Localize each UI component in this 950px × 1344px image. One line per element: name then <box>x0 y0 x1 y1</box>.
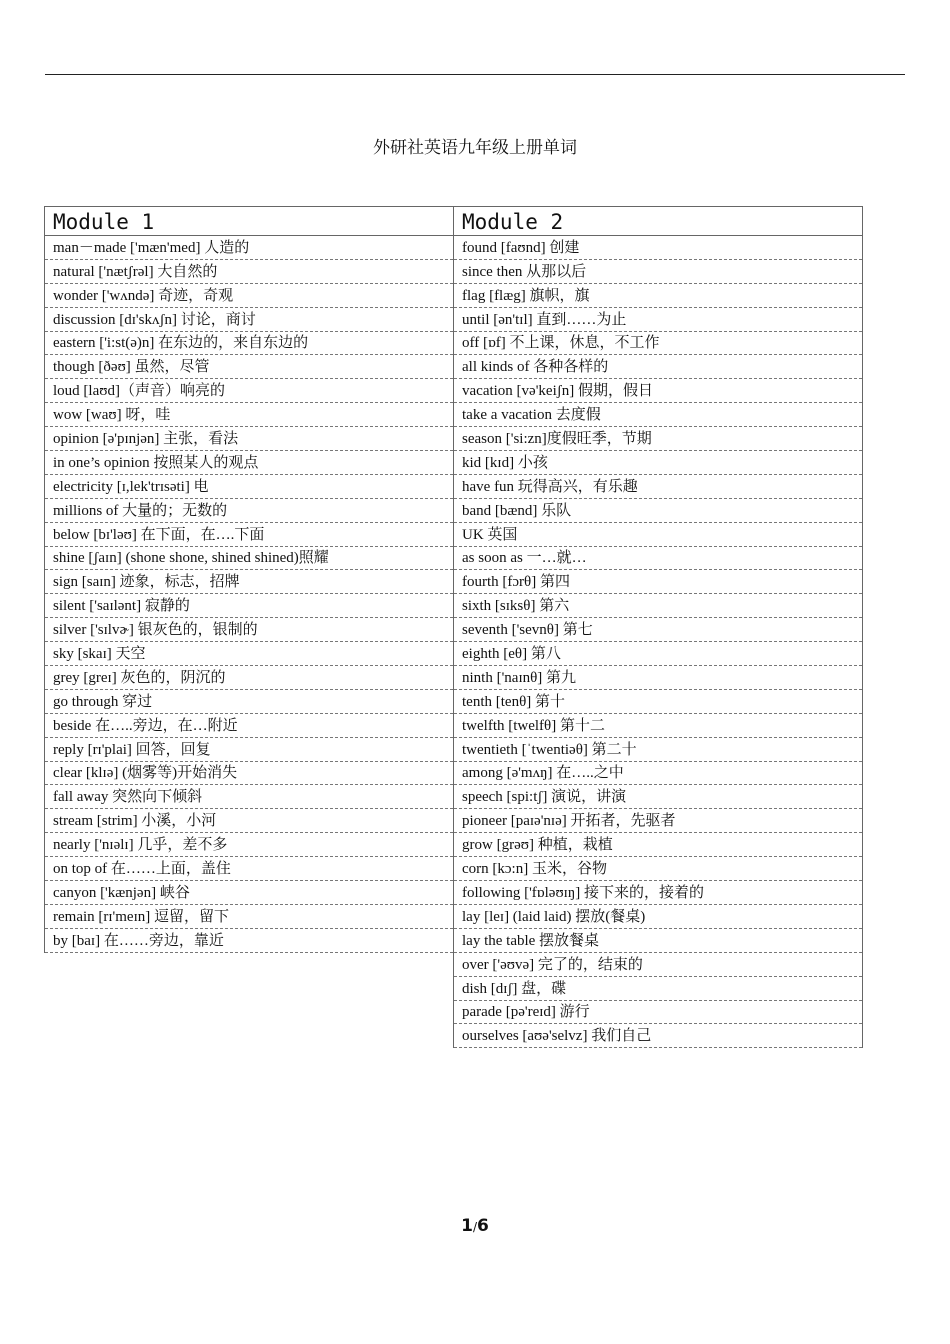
table-row <box>45 427 863 451</box>
empty-cell <box>45 1024 454 1048</box>
table-row <box>45 857 863 881</box>
table-row <box>45 713 863 737</box>
vocab-entry: by [baɪ] 在……旁边，靠近 <box>45 928 454 952</box>
vocab-entry: grey [greɪ] 灰色的，阴沉的 <box>45 666 454 690</box>
vocab-entry: UK 英国 <box>454 522 863 546</box>
table-row <box>45 451 863 475</box>
header-rule <box>45 74 905 75</box>
vocab-entry: until [ən'tɪl] 直到……为止 <box>454 307 863 331</box>
table-row <box>45 403 863 427</box>
vocab-entry: remain [rɪ'meɪn] 逗留，留下 <box>45 904 454 928</box>
module-heading: Module 2 <box>454 207 863 236</box>
table-row <box>45 689 863 713</box>
empty-cell <box>45 1000 454 1024</box>
current-page: 1 <box>461 1216 473 1236</box>
vocab-entry: loud [laʊd]（声音）响亮的 <box>45 379 454 403</box>
vocab-entry: as soon as 一…就… <box>454 546 863 570</box>
table-row <box>45 976 863 1000</box>
vocabulary-table <box>44 206 863 1048</box>
vocab-entry: nearly ['nɪəlɪ] 几乎，差不多 <box>45 833 454 857</box>
vocab-entry: seventh ['sevnθ] 第七 <box>454 618 863 642</box>
table-row <box>45 236 863 260</box>
vocab-entry: among [ə'mʌŋ] 在…..之中 <box>454 761 863 785</box>
vocab-entry: season ['si:zn]度假旺季，节期 <box>454 427 863 451</box>
table-row <box>45 666 863 690</box>
vocab-entry: pioneer [paɪə'nɪə] 开拓者，先驱者 <box>454 809 863 833</box>
table-row <box>45 283 863 307</box>
vocab-entry: discussion [dɪ'skʌʃn] 讨论，商讨 <box>45 307 454 331</box>
table-row <box>45 1000 863 1024</box>
table-row <box>45 761 863 785</box>
module-heading: Module 1 <box>45 207 454 236</box>
vocab-entry: wonder ['wʌndə] 奇迹，奇观 <box>45 283 454 307</box>
table-row <box>45 379 863 403</box>
vocab-entry: go through 穿过 <box>45 689 454 713</box>
vocab-entry: reply [rɪ'plai] 回答，回复 <box>45 737 454 761</box>
vocab-entry: corn [kɔ:n] 玉米，谷物 <box>454 857 863 881</box>
table-row <box>45 498 863 522</box>
vocab-entry: take a vacation 去度假 <box>454 403 863 427</box>
vocab-entry: have fun 玩得高兴，有乐趣 <box>454 474 863 498</box>
vocab-entry: sky [skaɪ] 天空 <box>45 642 454 666</box>
vocab-entry: fall away 突然向下倾斜 <box>45 785 454 809</box>
table-row <box>45 642 863 666</box>
vocab-entry: all kinds of 各种各样的 <box>454 355 863 379</box>
vocab-entry: shine [ʃaɪn] (shone shone, shined shined)照耀 <box>45 546 454 570</box>
page-separator: / <box>472 1220 478 1234</box>
vocab-entry: electricity [ɪ,lek'trɪsəti] 电 <box>45 474 454 498</box>
table-row <box>45 928 863 952</box>
vocab-entry: since then 从那以后 <box>454 259 863 283</box>
vocab-entry: twelfth [twelfθ] 第十二 <box>454 713 863 737</box>
vocab-entry: silver ['sɪlvɚ] 银灰色的，银制的 <box>45 618 454 642</box>
vocab-entry: clear [klɪə] (烟雾等)开始消失 <box>45 761 454 785</box>
table-row <box>45 785 863 809</box>
vocab-entry: band [bænd] 乐队 <box>454 498 863 522</box>
vocab-entry: tenth [tenθ] 第十 <box>454 689 863 713</box>
vocab-entry: flag [flæg] 旗帜，旗 <box>454 283 863 307</box>
document-title: 外研社英语九年级上册单词 <box>373 138 577 158</box>
table-row <box>45 522 863 546</box>
table-row <box>45 355 863 379</box>
vocab-entry: millions of 大量的；无数的 <box>45 498 454 522</box>
vocab-entry: fourth [fɔrθ] 第四 <box>454 570 863 594</box>
table-row <box>45 546 863 570</box>
vocab-entry: off [ɒf] 不上课，休息，不工作 <box>454 331 863 355</box>
table-row <box>45 259 863 283</box>
vocab-entry: speech [spi:tʃ] 演说，讲演 <box>454 785 863 809</box>
table-row <box>45 904 863 928</box>
table-row <box>45 881 863 905</box>
table-row <box>45 594 863 618</box>
vocabulary-rows <box>45 236 863 1048</box>
vocab-entry: natural ['nætʃrəl] 大自然的 <box>45 259 454 283</box>
vocab-entry: silent ['saɪlənt] 寂静的 <box>45 594 454 618</box>
vocab-entry: over ['əʊvə] 完了的，结束的 <box>454 952 863 976</box>
vocab-entry: grow [grəʊ] 种植，栽植 <box>454 833 863 857</box>
vocab-entry: opinion [ə'pɪnjən] 主张，看法 <box>45 427 454 451</box>
vocab-entry: eighth [eθ] 第八 <box>454 642 863 666</box>
table-row <box>45 809 863 833</box>
vocab-entry: in one’s opinion 按照某人的观点 <box>45 451 454 475</box>
vocab-entry: though [ðəʊ] 虽然，尽管 <box>45 355 454 379</box>
table-row <box>45 1024 863 1048</box>
vocab-entry: below [bɪ'ləʊ] 在下面，在….下面 <box>45 522 454 546</box>
vocab-entry: ourselves [aʊə'selvz] 我们自己 <box>454 1024 863 1048</box>
vocab-entry: beside 在…..旁边，在…附近 <box>45 713 454 737</box>
vocab-entry: sign [saɪn] 迹象，标志，招牌 <box>45 570 454 594</box>
empty-cell <box>45 976 454 1000</box>
vocab-entry: stream [strim] 小溪，小河 <box>45 809 454 833</box>
vocab-entry: lay [leɪ] (laid laid) 摆放(餐桌) <box>454 904 863 928</box>
vocab-entry: dish [dɪʃ] 盘，碟 <box>454 976 863 1000</box>
table-row <box>45 474 863 498</box>
vocab-entry: canyon ['kænjən] 峡谷 <box>45 881 454 905</box>
vocab-entry: man－made ['mæn'med] 人造的 <box>45 236 454 260</box>
vocab-entry: eastern ['i:st(ə)n] 在东边的，来自东边的 <box>45 331 454 355</box>
vocab-entry: wow [waʊ] 呀，哇 <box>45 403 454 427</box>
vocab-entry: twentieth [ˈtwentiəθ] 第二十 <box>454 737 863 761</box>
table-row <box>45 952 863 976</box>
table-row <box>45 570 863 594</box>
vocab-entry: sixth [sɪksθ] 第六 <box>454 594 863 618</box>
vocab-entry: vacation [və'keiʃn] 假期，假日 <box>454 379 863 403</box>
vocab-entry: ninth ['naɪnθ] 第九 <box>454 666 863 690</box>
page-number <box>0 1216 950 1236</box>
empty-cell <box>45 952 454 976</box>
vocab-entry: lay the table 摆放餐桌 <box>454 928 863 952</box>
table-row <box>45 307 863 331</box>
vocab-entry: on top of 在……上面，盖住 <box>45 857 454 881</box>
vocab-entry: following ['fɒləʊɪŋ] 接下来的，接着的 <box>454 881 863 905</box>
table-row <box>45 737 863 761</box>
table-row <box>45 833 863 857</box>
table-row <box>45 618 863 642</box>
vocab-entry: kid [kɪd] 小孩 <box>454 451 863 475</box>
total-pages: 6 <box>477 1216 489 1236</box>
vocab-entry: parade [pə'reɪd] 游行 <box>454 1000 863 1024</box>
vocab-entry: found [faʊnd] 创建 <box>454 236 863 260</box>
table-row <box>45 331 863 355</box>
